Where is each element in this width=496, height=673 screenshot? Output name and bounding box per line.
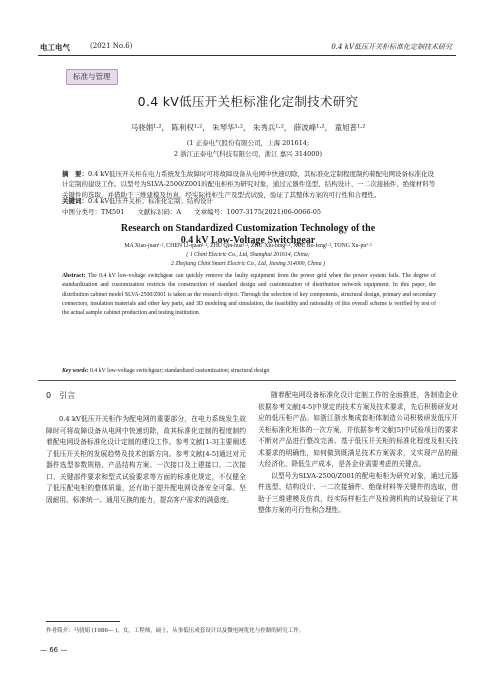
abstract-cn-text: 0.4 kV低压开关柜在电力系统发生故障时可将故障设备从电网中快速切除，其标准化定制程度制约着配电网设备标准化设计定制的建设工作。以型号为SLVA-2500/Z001的配电柜柜为研究对象，通过元器件选型、结构设计、一二次接插件、绝缘材料等关键件的选取，并借助于三维建模及仿真，经实际样柜生产及型式试验，验证了其整体方案的可行性和合理性。 [62,170,436,199]
footnote-rule [46,621,120,622]
keywords-cn-text: 0.4 kV低压开关柜；标准化定制；结构设计 [88,197,214,205]
page-number: — 66 — [40,646,68,654]
affiliation-en-1: ( 1 Chint Electric Co., Ltd, Shanghai 201614, China; [186,252,310,258]
classification-meta: 中图分类号：TM591 文献标识码：A 文章编号：1007-3175(2021)06-0066-05 [62,208,321,216]
affiliation-cn-2: 2 浙江正泰电气科技有限公司，浙江 嘉兴 314000) [173,150,323,158]
abstract-en [62,272,436,318]
keywords-en-text: 0.4 kV low-voltage switchgear; standardized customization; structural design [90,368,270,374]
page-header [0,0,496,58]
abstract-divider [38,380,456,381]
keywords-cn-label: 关键词： [62,197,88,205]
article-title-en-line-1: Research on Standardized Customization Technology of the [120,223,376,234]
article-title-en-line-2: 0.4 kV Low-Voltage Switchgear [180,235,316,246]
issue-number: (2021 No.6) [90,42,133,50]
abstract-cn-label: 摘 要： [62,170,88,178]
paragraph: 以型号为SLVA-2500/Z001的配电柜柜为研究对象，通过元器件选型、结构设计、一二次接插件、绝缘材料等关键件的选取，借助于三维建模及仿真，经实际样柜生产及检测机构的试验验证了其整体方案的可行性和合理性。 [258,471,458,514]
abstract-en-label: Abstract: [62,273,86,279]
right-column [258,390,458,517]
keywords-en [62,367,436,376]
author-footnote: 作者简介：马骁娟 (1986— )，女，工程师，硕士，从事低压成套设计以及微电网优化与控制的研究工作。 [46,628,305,634]
journal-name: 电工电气 [40,43,70,52]
intro-heading: 0 引言 [46,391,76,400]
left-column [46,414,246,506]
section-tag: 标准与管理 [66,69,118,85]
affiliation-cn-1: (1 正泰电气股份有限公司，上海 201614; [186,139,310,147]
article-title-cn: 0.4 kV低压开关柜标准化定制技术研究 [137,94,359,109]
running-title: 0.4 kV低压开关柜标准化定制技术研究 [331,43,452,51]
header-rule [38,55,456,56]
keywords-en-label: Key words: [62,368,89,374]
keywords-cn [62,196,436,206]
abstract-en-text: The 0.4 kV low-voltage switchgear can quickly remove the faulty equipment from the power grid when the power system fails. The degree of standardization and customization restricts the construction of standard design and customization of distribution network equipment. In this paper, the distribution cabinet model SLVA-2500/Z001 is taken as the research object. Through the selection of key components, structural design, primary and secondary connectors, insulation materials and other key parts, and 3D modeling and simulation, the feasibility and rationality of this overall scheme is verified by test of the actual sample cabinet production and testing institution. [62,273,436,317]
affiliation-en-2: 2 Zhejiang Chint Smart Electric Co., Ltd, Jiaxing 314000, China ) [171,261,325,267]
paragraph: 0.4 kV低压开关柜作为配电网的重要部分，在电力系统发生故障时可将故障设备从电网中快速切除，故其标准化定制的程度制约着配电网设备标准化设计定制的建设工作。参考文献[1-3]主要阐述了低压开关柜的发展趋势及技术创新方向。参考文献[4-5]通过对元器件选型参数规格、产品结构方案、一次接口及上建接口、二次接口、关键部件要求和型式试验要求等方面的标准化规定，不仅健全了低压配电柜的整体质量，还有助于提升配电网设备安全可靠、坚固耐用、标准统一、通用互换的能力，提高客户需求的满意度。 [46,415,246,504]
paragraph: 随着配电网设备标准化设计定制工作的全面推进，各制造企业依据参考文献[4-5]中规定的技术方案及技术要求，先后积极研发对应的低压柜产品。如浙江浙水集成套柜体制造公司积极研发低压开关柜标准化柜体的一次方案，并依据参考文献[5]中试验项目的要求不断对产品进行整改完善。基于低压开关柜的标准化程度及相关技术要求的明确性，如何做到既满足技术方案需求，又实现产品的最大经济化、降低生产成本，是各企业需要考虑的关键点。 [258,391,458,468]
authors-en: MA Xiao-juan¹·², CHEN Li-quan¹·², ZHU Qin-hua¹·², ZHU Xiu-bing¹·², XUE Bo-feng¹·², TONG Xu-pu¹·² [124,243,372,249]
authors-cn: 马骁娟¹·²， 陈利权¹·²， 朱琴华¹·²， 朱秀兵¹·²， 薛波峰¹·²， 童旭普¹·² [130,123,366,132]
